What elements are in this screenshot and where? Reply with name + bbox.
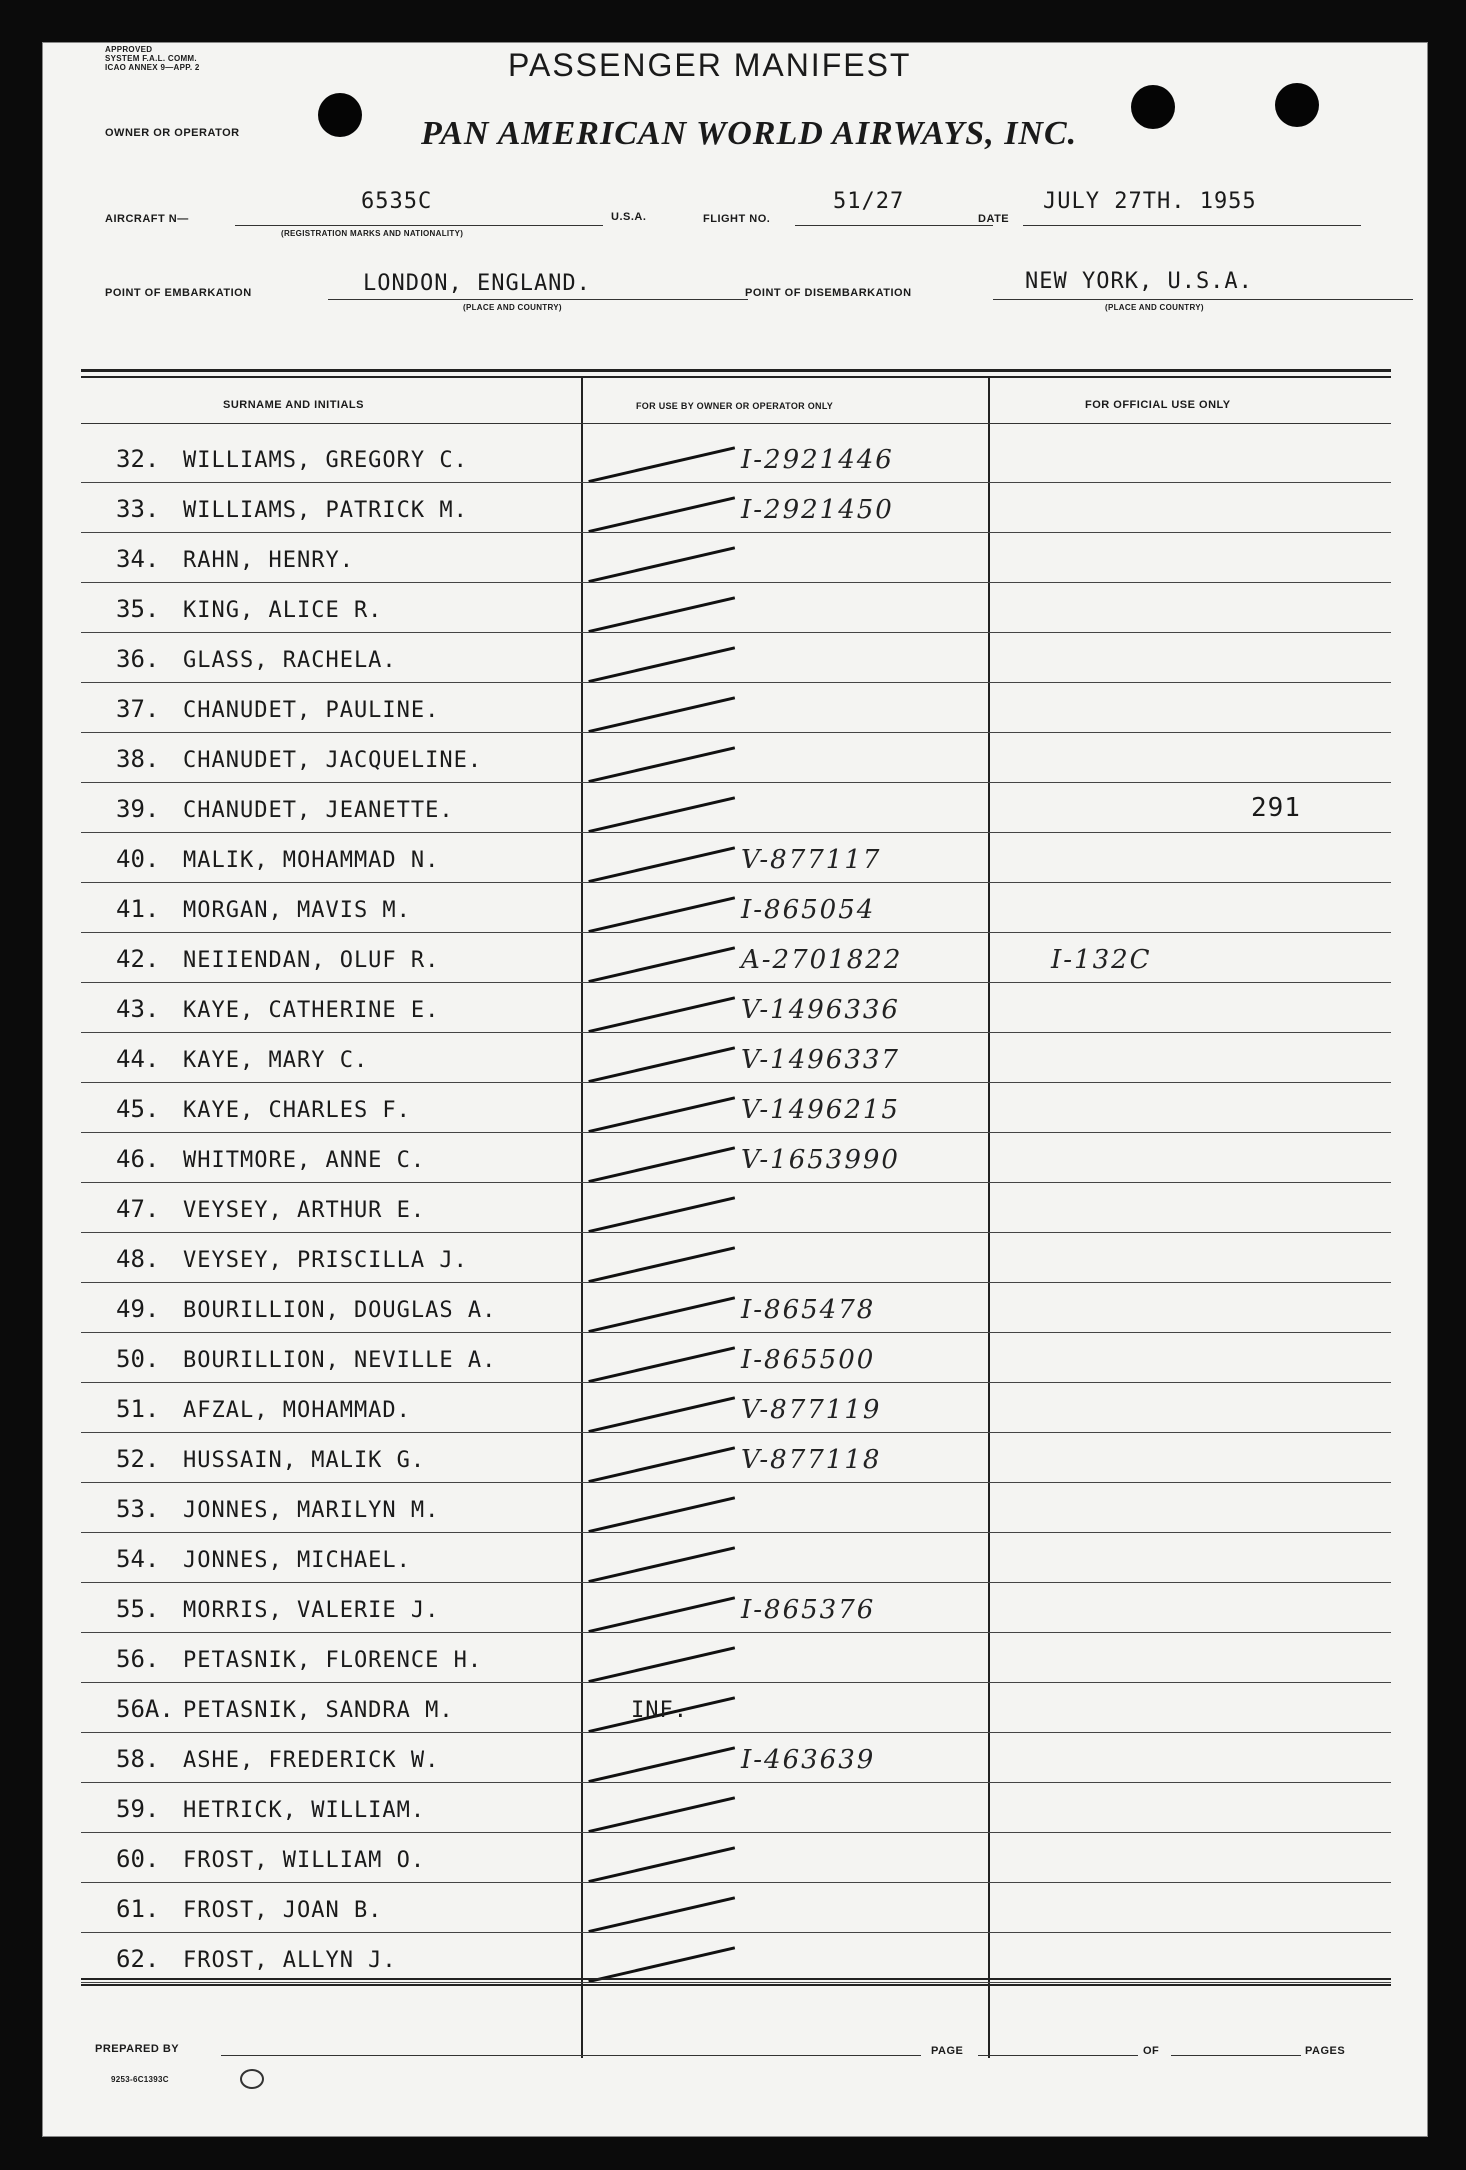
check-stroke bbox=[588, 796, 735, 833]
check-stroke bbox=[588, 1246, 735, 1283]
passenger-name: CHANUDET, JACQUELINE. bbox=[183, 748, 483, 773]
check-stroke bbox=[588, 1196, 735, 1233]
passenger-row bbox=[81, 1483, 1391, 1533]
passenger-name: WILLIAMS, PATRICK M. bbox=[183, 498, 468, 523]
passenger-name: HETRICK, WILLIAM. bbox=[183, 1798, 426, 1823]
passenger-name: JONNES, MARILYN M. bbox=[183, 1498, 440, 1523]
passenger-row bbox=[81, 1583, 1391, 1633]
passenger-name: RAHN, HENRY. bbox=[183, 548, 354, 573]
official-mark: 291 bbox=[1251, 793, 1301, 823]
passenger-row bbox=[81, 533, 1391, 583]
passenger-row bbox=[81, 683, 1391, 733]
passenger-name: BOURILLION, DOUGLAS A. bbox=[183, 1298, 497, 1323]
column-header-owner: FOR USE BY OWNER OR OPERATOR ONLY bbox=[636, 401, 834, 411]
passenger-row bbox=[81, 1683, 1391, 1733]
passenger-row bbox=[81, 633, 1391, 683]
passenger-name: WHITMORE, ANNE C. bbox=[183, 1148, 426, 1173]
owner-label: OWNER OR OPERATOR bbox=[105, 127, 240, 139]
row-number: 41. bbox=[116, 895, 160, 923]
row-number: 43. bbox=[116, 995, 160, 1023]
manifest-sheet bbox=[42, 42, 1428, 2137]
passenger-row bbox=[81, 783, 1391, 833]
document-number: I-865500 bbox=[741, 1345, 876, 1375]
passenger-name: GLASS, RACHELA. bbox=[183, 648, 397, 673]
date-label: DATE bbox=[978, 213, 1010, 225]
passenger-row bbox=[81, 483, 1391, 533]
passenger-name: KAYE, MARY C. bbox=[183, 1048, 369, 1073]
check-stroke bbox=[588, 946, 735, 983]
column-header-official: FOR OFFICIAL USE ONLY bbox=[1085, 399, 1231, 411]
check-stroke bbox=[588, 1546, 735, 1583]
punch-hole-center-right bbox=[1131, 85, 1175, 129]
row-number: 56A. bbox=[116, 1695, 174, 1723]
passenger-name: JONNES, MICHAEL. bbox=[183, 1548, 411, 1573]
page-title: PASSENGER MANIFEST bbox=[508, 47, 912, 83]
document-number: I-865376 bbox=[741, 1595, 876, 1625]
document-number: I-865478 bbox=[741, 1295, 876, 1325]
check-stroke bbox=[588, 1046, 735, 1083]
passenger-name: PETASNIK, FLORENCE H. bbox=[183, 1648, 483, 1673]
embark-caption: (PLACE AND COUNTRY) bbox=[463, 303, 562, 312]
official-mark: I-132C bbox=[1051, 945, 1152, 975]
of-label: OF bbox=[1143, 2045, 1160, 2057]
row-number: 33. bbox=[116, 495, 160, 523]
approval-line: SYSTEM F.A.L. COMM. bbox=[105, 54, 197, 63]
passenger-row bbox=[81, 433, 1391, 483]
passenger-name: AFZAL, MOHAMMAD. bbox=[183, 1398, 411, 1423]
passenger-row bbox=[81, 833, 1391, 883]
column-header-name: SURNAME AND INITIALS bbox=[223, 399, 364, 411]
passenger-row bbox=[81, 1333, 1391, 1383]
embark-value: LONDON, ENGLAND. bbox=[363, 271, 591, 296]
row-number: 39. bbox=[116, 795, 160, 823]
footer-rule bbox=[81, 1984, 1391, 1986]
document-number: I-865054 bbox=[741, 895, 876, 925]
passenger-name: PETASNIK, SANDRA M. bbox=[183, 1698, 454, 1723]
registration-caption: (REGISTRATION MARKS AND NATIONALITY) bbox=[281, 229, 464, 238]
row-number: 32. bbox=[116, 445, 160, 473]
check-stroke bbox=[588, 846, 735, 883]
check-stroke bbox=[588, 1396, 735, 1433]
row-number: 59. bbox=[116, 1795, 160, 1823]
row-number: 61. bbox=[116, 1895, 160, 1923]
punch-hole-right bbox=[1275, 83, 1319, 127]
document-number: I-2921446 bbox=[741, 445, 894, 475]
document-number: I-2921450 bbox=[741, 495, 894, 525]
passenger-row bbox=[81, 1783, 1391, 1833]
disembark-label: POINT OF DISEMBARKATION bbox=[745, 287, 912, 299]
passenger-row bbox=[81, 583, 1391, 633]
passenger-name: BOURILLION, NEVILLE A. bbox=[183, 1348, 497, 1373]
approval-line: APPROVED bbox=[105, 45, 153, 54]
passenger-row bbox=[81, 1383, 1391, 1433]
flight-label: FLIGHT NO. bbox=[703, 213, 771, 225]
row-number: 45. bbox=[116, 1095, 160, 1123]
passenger-name: CHANUDET, PAULINE. bbox=[183, 698, 440, 723]
passenger-row bbox=[81, 983, 1391, 1033]
passenger-row bbox=[81, 933, 1391, 983]
document-number: I-463639 bbox=[741, 1745, 876, 1775]
check-stroke bbox=[588, 1896, 735, 1933]
passenger-name: VEYSEY, ARTHUR E. bbox=[183, 1198, 426, 1223]
check-stroke bbox=[588, 496, 735, 533]
check-stroke bbox=[588, 1746, 735, 1783]
passenger-row bbox=[81, 733, 1391, 783]
prepared-label: PREPARED BY bbox=[95, 2043, 180, 2055]
passenger-row bbox=[81, 1533, 1391, 1583]
passenger-name: CHANUDET, JEANETTE. bbox=[183, 798, 454, 823]
passenger-row bbox=[81, 1133, 1391, 1183]
check-stroke bbox=[588, 596, 735, 633]
flight-value: 51/27 bbox=[833, 189, 905, 214]
passenger-name: KAYE, CATHERINE E. bbox=[183, 998, 440, 1023]
passenger-row bbox=[81, 1733, 1391, 1783]
check-stroke bbox=[588, 1296, 735, 1333]
document-number: INF. bbox=[631, 1698, 688, 1723]
row-rule bbox=[81, 1982, 1391, 1983]
document-number: V-877119 bbox=[741, 1395, 882, 1425]
row-number: 51. bbox=[116, 1395, 160, 1423]
passenger-name: FROST, WILLIAM O. bbox=[183, 1848, 426, 1873]
passenger-row bbox=[81, 1833, 1391, 1883]
row-number: 38. bbox=[116, 745, 160, 773]
check-stroke bbox=[588, 1796, 735, 1833]
passenger-row bbox=[81, 1933, 1391, 1983]
check-stroke bbox=[588, 1496, 735, 1533]
passenger-name: VEYSEY, PRISCILLA J. bbox=[183, 1248, 468, 1273]
passenger-row bbox=[81, 1883, 1391, 1933]
header-rule bbox=[81, 376, 1391, 378]
operator-name: PAN AMERICAN WORLD AIRWAYS, INC. bbox=[421, 115, 1078, 152]
row-number: 44. bbox=[116, 1045, 160, 1073]
row-number: 37. bbox=[116, 695, 160, 723]
row-number: 55. bbox=[116, 1595, 160, 1623]
approval-note bbox=[105, 45, 200, 72]
passenger-row bbox=[81, 1633, 1391, 1683]
passenger-name: KING, ALICE R. bbox=[183, 598, 383, 623]
check-stroke bbox=[588, 1096, 735, 1133]
aircraft-value: 6535C bbox=[361, 189, 433, 214]
row-number: 54. bbox=[116, 1545, 160, 1573]
check-stroke bbox=[588, 896, 735, 933]
disembark-caption: (PLACE AND COUNTRY) bbox=[1105, 303, 1204, 312]
disembark-value: NEW YORK, U.S.A. bbox=[1025, 269, 1253, 294]
row-number: 60. bbox=[116, 1845, 160, 1873]
check-stroke bbox=[588, 696, 735, 733]
header-rule bbox=[81, 369, 1391, 372]
row-number: 56. bbox=[116, 1645, 160, 1673]
row-number: 46. bbox=[116, 1145, 160, 1173]
date-value: JULY 27TH. 1955 bbox=[1043, 189, 1257, 214]
row-number: 50. bbox=[116, 1345, 160, 1373]
passenger-name: MALIK, MOHAMMAD N. bbox=[183, 848, 440, 873]
row-number: 35. bbox=[116, 595, 160, 623]
document-number: V-1496336 bbox=[741, 995, 900, 1025]
check-stroke bbox=[588, 1446, 735, 1483]
check-stroke bbox=[588, 996, 735, 1033]
passenger-row bbox=[81, 1083, 1391, 1133]
passenger-name: MORGAN, MAVIS M. bbox=[183, 898, 411, 923]
passenger-row bbox=[81, 1433, 1391, 1483]
passenger-name: WILLIAMS, GREGORY C. bbox=[183, 448, 468, 473]
check-stroke bbox=[588, 1346, 735, 1383]
passenger-row bbox=[81, 1033, 1391, 1083]
aircraft-label: AIRCRAFT N— bbox=[105, 213, 189, 225]
check-stroke bbox=[588, 1846, 735, 1883]
usa-label: U.S.A. bbox=[611, 211, 647, 223]
check-stroke bbox=[588, 1146, 735, 1183]
document-number: V-877118 bbox=[741, 1445, 882, 1475]
page-label: PAGE bbox=[931, 2045, 964, 2057]
passenger-row bbox=[81, 1183, 1391, 1233]
check-stroke bbox=[588, 446, 735, 483]
document-number: A-2701822 bbox=[741, 945, 903, 975]
union-bug-icon bbox=[240, 2069, 264, 2089]
pages-label: PAGES bbox=[1305, 2045, 1346, 2057]
row-number: 52. bbox=[116, 1445, 160, 1473]
row-number: 42. bbox=[116, 945, 160, 973]
row-number: 58. bbox=[116, 1745, 160, 1773]
passenger-name: FROST, ALLYN J. bbox=[183, 1948, 397, 1973]
passenger-name: MORRIS, VALERIE J. bbox=[183, 1598, 440, 1623]
passenger-name: HUSSAIN, MALIK G. bbox=[183, 1448, 426, 1473]
row-number: 47. bbox=[116, 1195, 160, 1223]
document-number: V-1653990 bbox=[741, 1145, 900, 1175]
embark-label: POINT OF EMBARKATION bbox=[105, 287, 252, 299]
check-stroke bbox=[588, 546, 735, 583]
passenger-row bbox=[81, 883, 1391, 933]
passenger-row bbox=[81, 1233, 1391, 1283]
document-number: V-1496337 bbox=[741, 1045, 900, 1075]
row-number: 53. bbox=[116, 1495, 160, 1523]
passenger-name: ASHE, FREDERICK W. bbox=[183, 1748, 440, 1773]
row-number: 36. bbox=[116, 645, 160, 673]
check-stroke bbox=[588, 1596, 735, 1633]
passenger-name: KAYE, CHARLES F. bbox=[183, 1098, 411, 1123]
row-number: 40. bbox=[116, 845, 160, 873]
row-number: 62. bbox=[116, 1945, 160, 1973]
check-stroke bbox=[588, 646, 735, 683]
row-number: 48. bbox=[116, 1245, 160, 1273]
document-number: V-1496215 bbox=[741, 1095, 900, 1125]
check-stroke bbox=[588, 1646, 735, 1683]
footer-rule bbox=[81, 1978, 1391, 1980]
passenger-name: NEIIENDAN, OLUF R. bbox=[183, 948, 440, 973]
document-number: V-877117 bbox=[741, 845, 882, 875]
row-number: 34. bbox=[116, 545, 160, 573]
passenger-name: FROST, JOAN B. bbox=[183, 1898, 383, 1923]
form-code: 9253-6C1393C bbox=[111, 2075, 169, 2084]
check-stroke bbox=[588, 746, 735, 783]
row-number: 49. bbox=[116, 1295, 160, 1323]
approval-line: ICAO ANNEX 9—APP. 2 bbox=[105, 63, 200, 72]
punch-hole-left bbox=[318, 93, 362, 137]
passenger-row bbox=[81, 1283, 1391, 1333]
